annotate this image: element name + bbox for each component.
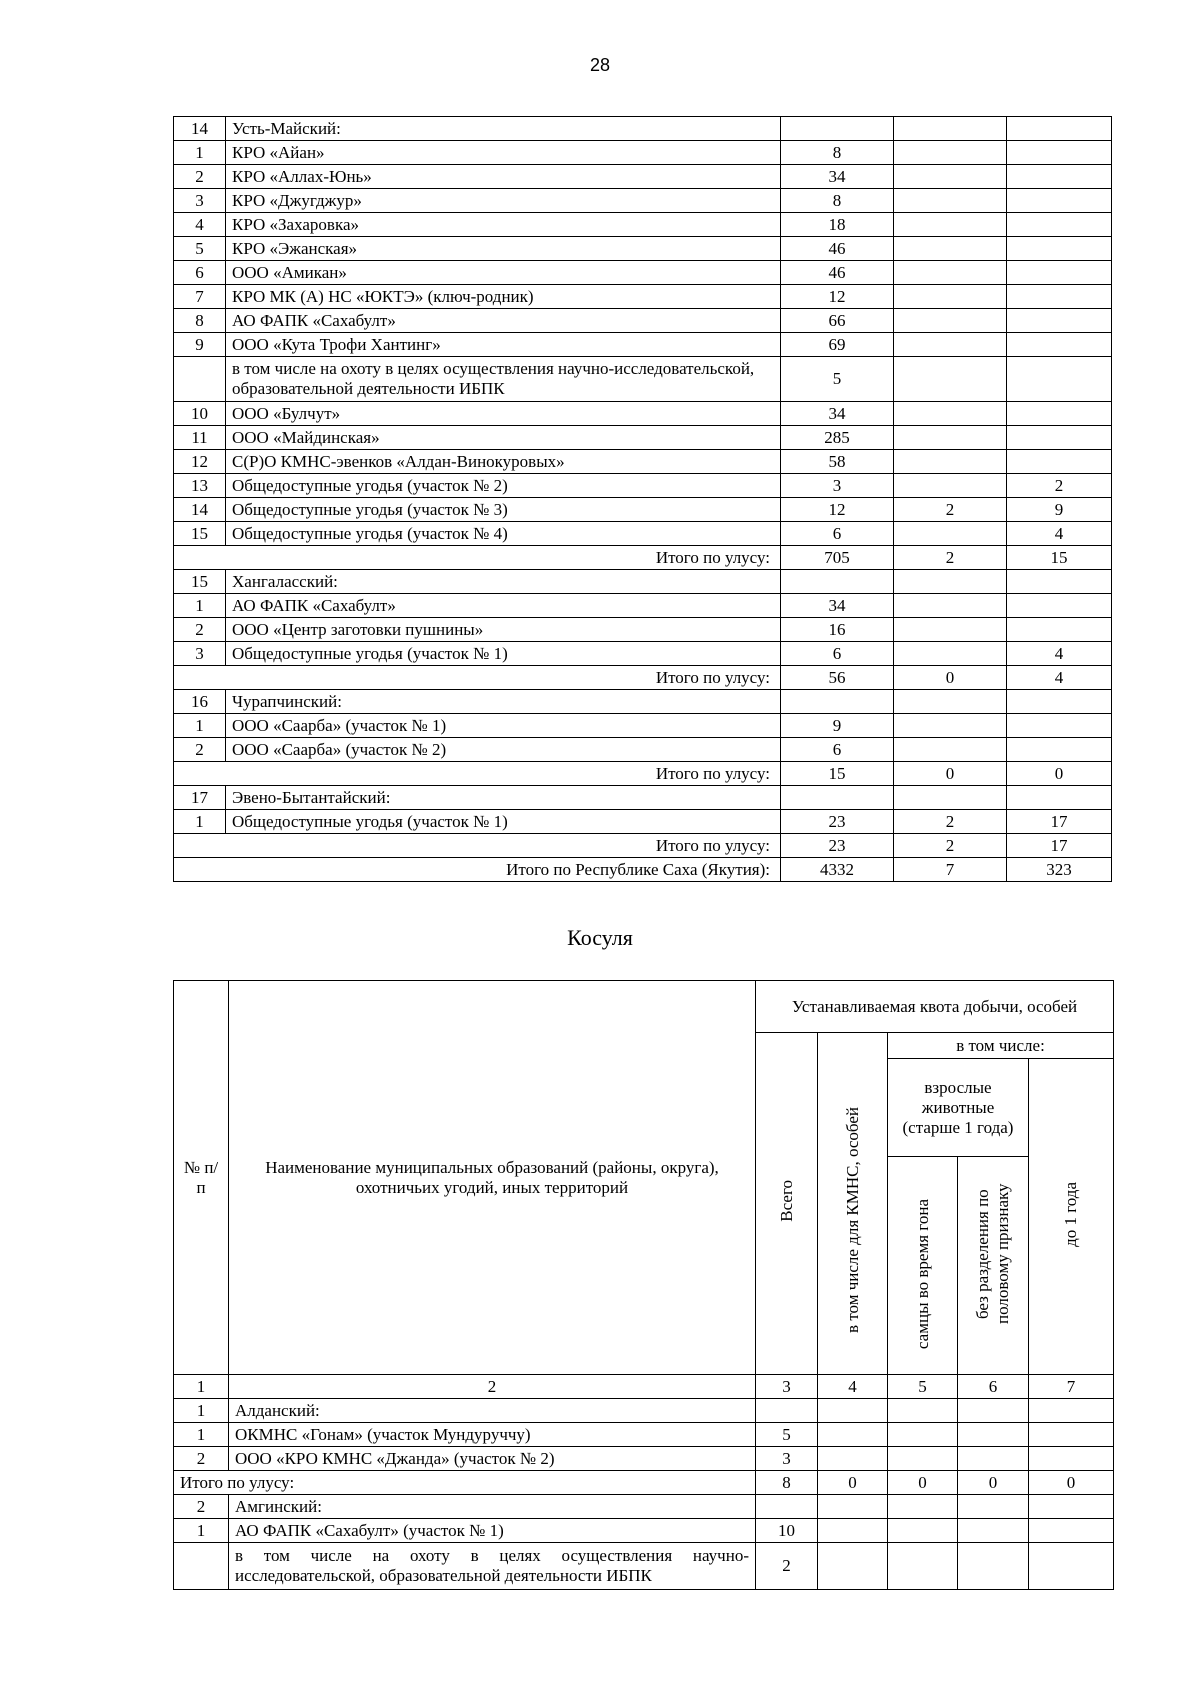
value-total: 4332: [781, 858, 894, 882]
value-kmns: [894, 714, 1007, 738]
section-title: Косуля: [567, 925, 633, 950]
value-young: [1007, 117, 1112, 141]
row-name: ООО «КРО КМНС «Джанда» (участок № 2): [229, 1447, 756, 1471]
table-row: [174, 618, 1112, 642]
row-number: 15: [174, 522, 226, 546]
value-kmns: [894, 522, 1007, 546]
value-kmns: [894, 285, 1007, 309]
row-number: 14: [174, 498, 226, 522]
value-total: 8: [781, 141, 894, 165]
column-number: 1: [174, 1375, 229, 1399]
value-cell: [888, 1423, 958, 1447]
value-total: 5: [781, 357, 894, 402]
row-number: 10: [174, 402, 226, 426]
total-row: [174, 762, 1112, 786]
row-number: 4: [174, 213, 226, 237]
value-cell: [888, 1495, 958, 1519]
total-row: [174, 1471, 1114, 1495]
row-number: 3: [174, 189, 226, 213]
value-cell: [1029, 1399, 1114, 1423]
value-total: 8: [781, 189, 894, 213]
value-kmns: 2: [894, 834, 1007, 858]
value-cell: 0: [818, 1471, 888, 1495]
column-number: 4: [818, 1375, 888, 1399]
row-name: КРО «Джугджур»: [226, 189, 781, 213]
value-kmns: [894, 357, 1007, 402]
row-name: в том числе на охоту в целях осуществления научно-исследовательской, образовательной деятельности ИБПК: [229, 1543, 756, 1590]
value-young: [1007, 738, 1112, 762]
row-number: 2: [174, 1495, 229, 1519]
value-cell: 3: [756, 1447, 818, 1471]
header-num: № п/п: [174, 981, 229, 1375]
row-number: 1: [174, 141, 226, 165]
row-number: 6: [174, 261, 226, 285]
row-name: ОКМНС «Гонам» (участок Мундуруччу): [229, 1423, 756, 1447]
value-young: [1007, 570, 1112, 594]
table-row: [174, 189, 1112, 213]
value-kmns: [894, 333, 1007, 357]
value-young: [1007, 786, 1112, 810]
value-kmns: [894, 309, 1007, 333]
header-quota: Устанавливаемая квота добычи, особей: [756, 981, 1114, 1033]
value-cell: [888, 1519, 958, 1543]
row-number: 1: [174, 810, 226, 834]
value-young: 4: [1007, 642, 1112, 666]
total-row: [174, 834, 1112, 858]
row-number: 16: [174, 690, 226, 714]
value-kmns: [894, 594, 1007, 618]
value-young: [1007, 690, 1112, 714]
value-total: [781, 786, 894, 810]
table-row: [174, 1519, 1114, 1543]
table-row: [174, 237, 1112, 261]
total-label: Итого по улусу:: [174, 1471, 756, 1495]
total-label: Итого по улусу:: [174, 546, 781, 570]
value-young: [1007, 285, 1112, 309]
value-kmns: [894, 402, 1007, 426]
row-name: ООО «Саарба» (участок № 2): [226, 738, 781, 762]
row-name: Амгинский:: [229, 1495, 756, 1519]
row-name: ООО «Амикан»: [226, 261, 781, 285]
value-young: 323: [1007, 858, 1112, 882]
table-row: [174, 1495, 1114, 1519]
value-total: 285: [781, 426, 894, 450]
row-name: АО ФАПК «Сахабулт»: [226, 309, 781, 333]
table-row: [174, 213, 1112, 237]
row-name: КРО МК (А) НС «ЮКТЭ» (ключ-родник): [226, 285, 781, 309]
value-cell: [818, 1447, 888, 1471]
value-total: 6: [781, 738, 894, 762]
table-row: [174, 570, 1112, 594]
value-cell: 8: [756, 1471, 818, 1495]
row-number: 1: [174, 714, 226, 738]
value-cell: [958, 1423, 1029, 1447]
row-number: 1: [174, 594, 226, 618]
row-number: 3: [174, 642, 226, 666]
value-young: [1007, 261, 1112, 285]
row-number: 12: [174, 450, 226, 474]
row-name: КРО «Аллах-Юнь»: [226, 165, 781, 189]
value-total: 46: [781, 261, 894, 285]
row-number: [174, 1543, 229, 1590]
value-cell: [958, 1495, 1029, 1519]
value-kmns: 0: [894, 762, 1007, 786]
header-incl: в том числе:: [888, 1033, 1114, 1059]
row-name: ООО «Булчут»: [226, 402, 781, 426]
column-number: 5: [888, 1375, 958, 1399]
table-row: [174, 786, 1112, 810]
row-name: Общедоступные угодья (участок № 1): [226, 810, 781, 834]
value-young: 15: [1007, 546, 1112, 570]
value-cell: 0: [888, 1471, 958, 1495]
value-total: 66: [781, 309, 894, 333]
table-row: [174, 1447, 1114, 1471]
table-row: [174, 714, 1112, 738]
value-total: 705: [781, 546, 894, 570]
row-number: 1: [174, 1519, 229, 1543]
value-kmns: [894, 213, 1007, 237]
value-young: [1007, 237, 1112, 261]
value-young: [1007, 189, 1112, 213]
value-cell: [958, 1399, 1029, 1423]
value-cell: 0: [1029, 1471, 1114, 1495]
value-kmns: 0: [894, 666, 1007, 690]
table-row: [174, 261, 1112, 285]
total-row: [174, 858, 1112, 882]
value-kmns: [894, 618, 1007, 642]
value-total: 56: [781, 666, 894, 690]
header-adults: взрослые животные (старше 1 года): [888, 1059, 1029, 1157]
table-row: [174, 1399, 1114, 1423]
value-kmns: [894, 165, 1007, 189]
value-kmns: [894, 261, 1007, 285]
header-name: Наименование муниципальных образований (районы, округа), охотничьих угодий, иных территорий: [229, 981, 756, 1375]
value-total: 18: [781, 213, 894, 237]
row-name: ООО «Майдинская»: [226, 426, 781, 450]
value-young: [1007, 618, 1112, 642]
value-total: 12: [781, 498, 894, 522]
roe-deer-quota-table: [173, 980, 1114, 1590]
value-young: [1007, 309, 1112, 333]
value-total: 23: [781, 834, 894, 858]
value-cell: [1029, 1495, 1114, 1519]
row-number: 2: [174, 165, 226, 189]
value-young: [1007, 165, 1112, 189]
column-number: 2: [229, 1375, 756, 1399]
value-kmns: [894, 738, 1007, 762]
row-number: 14: [174, 117, 226, 141]
header-total: Всего: [756, 1033, 818, 1375]
value-cell: 0: [958, 1471, 1029, 1495]
row-name: КРО «Айан»: [226, 141, 781, 165]
value-cell: [888, 1543, 958, 1590]
value-kmns: 2: [894, 810, 1007, 834]
row-number: 2: [174, 738, 226, 762]
value-young: [1007, 450, 1112, 474]
quota-table-continued: [173, 116, 1112, 882]
row-number: 8: [174, 309, 226, 333]
row-name: Общедоступные угодья (участок № 3): [226, 498, 781, 522]
table-row: [174, 738, 1112, 762]
value-cell: [818, 1423, 888, 1447]
value-total: [781, 690, 894, 714]
row-name: Усть-Майский:: [226, 117, 781, 141]
row-number: 1: [174, 1399, 229, 1423]
value-young: 2: [1007, 474, 1112, 498]
value-cell: [818, 1543, 888, 1590]
value-cell: [958, 1543, 1029, 1590]
value-cell: [756, 1495, 818, 1519]
table-row: [174, 474, 1112, 498]
table-row: [174, 117, 1112, 141]
row-number: 5: [174, 237, 226, 261]
row-name: КРО «Эжанская»: [226, 237, 781, 261]
header-kmns: в том числе для КМНС, особей: [818, 1033, 888, 1375]
column-number: 6: [958, 1375, 1029, 1399]
page-number: 28: [589, 55, 611, 75]
value-cell: [1029, 1423, 1114, 1447]
value-young: [1007, 357, 1112, 402]
value-total: 16: [781, 618, 894, 642]
value-cell: [1029, 1519, 1114, 1543]
value-young: 17: [1007, 810, 1112, 834]
table-row: [174, 165, 1112, 189]
value-young: [1007, 333, 1112, 357]
value-cell: [756, 1399, 818, 1423]
value-cell: [888, 1447, 958, 1471]
value-kmns: [894, 570, 1007, 594]
value-young: 9: [1007, 498, 1112, 522]
header-nosex: без разделения по половому признаку: [958, 1157, 1029, 1375]
value-total: 9: [781, 714, 894, 738]
row-number: 17: [174, 786, 226, 810]
table-row: [174, 498, 1112, 522]
row-number: 13: [174, 474, 226, 498]
value-cell: 2: [756, 1543, 818, 1590]
value-kmns: [894, 117, 1007, 141]
column-number: 3: [756, 1375, 818, 1399]
row-number: 11: [174, 426, 226, 450]
total-row: [174, 546, 1112, 570]
row-name: ООО «Кута Трофи Хантинг»: [226, 333, 781, 357]
table-row: [174, 594, 1112, 618]
row-name: Алданский:: [229, 1399, 756, 1423]
value-kmns: [894, 141, 1007, 165]
value-kmns: [894, 474, 1007, 498]
value-young: [1007, 714, 1112, 738]
value-kmns: [894, 426, 1007, 450]
value-kmns: 7: [894, 858, 1007, 882]
row-name: Общедоступные угодья (участок № 2): [226, 474, 781, 498]
value-kmns: [894, 642, 1007, 666]
row-name: С(Р)О КМНС-эвенков «Алдан-Винокуровых»: [226, 450, 781, 474]
value-total: 6: [781, 642, 894, 666]
table-row: [174, 690, 1112, 714]
table-row: [174, 810, 1112, 834]
row-name: АО ФАПК «Сахабулт» (участок № 1): [229, 1519, 756, 1543]
table-row: [174, 450, 1112, 474]
row-number: 15: [174, 570, 226, 594]
row-name: Хангаласский:: [226, 570, 781, 594]
table-row: [174, 285, 1112, 309]
row-name: Чурапчинский:: [226, 690, 781, 714]
value-young: 4: [1007, 666, 1112, 690]
row-number: 2: [174, 1447, 229, 1471]
value-total: 12: [781, 285, 894, 309]
value-cell: 10: [756, 1519, 818, 1543]
value-total: 34: [781, 402, 894, 426]
row-name: АО ФАПК «Сахабулт»: [226, 594, 781, 618]
row-name: Эвено-Бытантайский:: [226, 786, 781, 810]
value-cell: [888, 1399, 958, 1423]
table-row: [174, 642, 1112, 666]
table-row: [174, 1543, 1114, 1590]
value-young: [1007, 594, 1112, 618]
table-row: [174, 141, 1112, 165]
table-row: [174, 357, 1112, 402]
value-total: 6: [781, 522, 894, 546]
row-name: КРО «Захаровка»: [226, 213, 781, 237]
value-total: 46: [781, 237, 894, 261]
row-number: [174, 357, 226, 402]
row-name: Общедоступные угодья (участок № 4): [226, 522, 781, 546]
value-cell: [818, 1519, 888, 1543]
table-row: [174, 333, 1112, 357]
value-cell: [958, 1447, 1029, 1471]
value-total: 15: [781, 762, 894, 786]
value-kmns: [894, 450, 1007, 474]
value-young: [1007, 141, 1112, 165]
value-young: [1007, 402, 1112, 426]
row-number: 2: [174, 618, 226, 642]
column-number: 7: [1029, 1375, 1114, 1399]
value-total: 23: [781, 810, 894, 834]
total-row: [174, 666, 1112, 690]
value-total: 58: [781, 450, 894, 474]
value-total: 34: [781, 165, 894, 189]
value-young: [1007, 213, 1112, 237]
row-number: 7: [174, 285, 226, 309]
value-young: 4: [1007, 522, 1112, 546]
value-cell: [818, 1399, 888, 1423]
row-name: ООО «Саарба» (участок № 1): [226, 714, 781, 738]
value-young: 0: [1007, 762, 1112, 786]
row-number: 1: [174, 1423, 229, 1447]
value-young: 17: [1007, 834, 1112, 858]
value-cell: [958, 1519, 1029, 1543]
total-label: Итого по Республике Саха (Якутия):: [174, 858, 781, 882]
row-number: 9: [174, 333, 226, 357]
value-kmns: [894, 189, 1007, 213]
value-cell: [1029, 1447, 1114, 1471]
row-name: Общедоступные угодья (участок № 1): [226, 642, 781, 666]
total-label: Итого по улусу:: [174, 762, 781, 786]
header-young: до 1 года: [1029, 1059, 1114, 1375]
value-kmns: 2: [894, 546, 1007, 570]
value-kmns: [894, 786, 1007, 810]
value-kmns: [894, 237, 1007, 261]
value-total: 69: [781, 333, 894, 357]
table-row: [174, 522, 1112, 546]
value-kmns: 2: [894, 498, 1007, 522]
row-name: ООО «Центр заготовки пушнины»: [226, 618, 781, 642]
value-total: [781, 117, 894, 141]
value-total: 3: [781, 474, 894, 498]
table-row: [174, 309, 1112, 333]
header-males: самцы во время гона: [888, 1157, 958, 1375]
value-cell: 5: [756, 1423, 818, 1447]
column-numbers-row: [174, 1375, 1114, 1399]
value-young: [1007, 426, 1112, 450]
value-total: [781, 570, 894, 594]
table-row: [174, 426, 1112, 450]
table-row: [174, 402, 1112, 426]
total-label: Итого по улусу:: [174, 666, 781, 690]
value-cell: [818, 1495, 888, 1519]
value-total: 34: [781, 594, 894, 618]
total-label: Итого по улусу:: [174, 834, 781, 858]
table-row: [174, 1423, 1114, 1447]
value-kmns: [894, 690, 1007, 714]
value-cell: [1029, 1543, 1114, 1590]
row-name: в том числе на охоту в целях осуществления научно-исследовательской, образовательной деятельности ИБПК: [226, 357, 781, 402]
